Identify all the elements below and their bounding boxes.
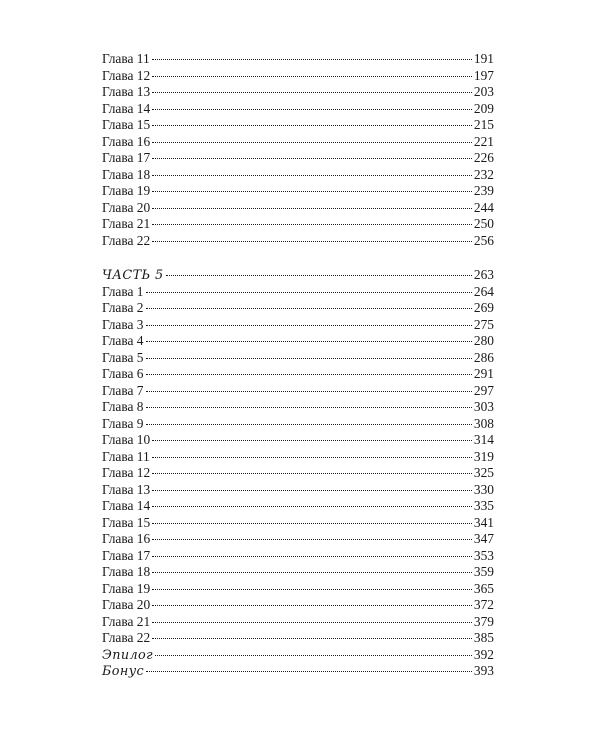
dot-leader: [152, 579, 472, 590]
toc-entry-title: Глава 11: [102, 51, 150, 66]
dot-leader: [152, 595, 472, 606]
toc-entry-title: Глава 3: [102, 316, 144, 332]
toc-entry-title: Глава 11: [102, 448, 150, 464]
toc-entry-title: Глава 8: [102, 399, 144, 414]
toc-entry-page-number: 280: [473, 333, 494, 348]
toc-entry-title: Глава 10: [102, 432, 151, 447]
toc-entry-title: Глава 13: [102, 481, 151, 497]
dot-leader: [155, 645, 472, 656]
dot-leader: [152, 612, 472, 623]
dot-leader: [152, 148, 472, 159]
toc-entry-page-number: 221: [473, 133, 494, 149]
toc-entry-title: Глава 15: [102, 514, 151, 530]
dot-leader: [152, 628, 472, 639]
dot-leader: [152, 198, 472, 209]
toc-entry-page-number: 232: [473, 166, 494, 182]
dot-leader: [152, 447, 472, 458]
toc-entry[interactable]: [102, 233, 494, 250]
toc-entry-page-number: 203: [473, 84, 494, 99]
toc-entry-title: Глава 13: [102, 84, 151, 99]
dot-leader: [146, 661, 472, 672]
toc-entry-title: Глава 19: [102, 183, 151, 198]
toc-entry-page-number: 250: [473, 216, 494, 231]
dot-leader: [152, 214, 472, 225]
dot-leader: [152, 496, 472, 507]
dot-leader: [146, 315, 472, 326]
dot-leader: [166, 265, 472, 276]
toc-entry-page-number: 319: [473, 448, 494, 464]
toc-entry-title: Глава 12: [102, 67, 151, 83]
toc-entry-title: Глава 21: [102, 613, 151, 629]
toc-entry-page-number: 269: [473, 300, 494, 315]
dot-leader: [146, 282, 472, 293]
toc-entry-title: Глава 20: [102, 199, 151, 215]
dot-leader: [152, 480, 472, 491]
toc-entry-title: Глава 7: [102, 382, 144, 398]
toc-entry[interactable]: [102, 663, 494, 680]
dot-leader: [152, 430, 472, 441]
dot-leader: [146, 397, 472, 408]
toc-entry-page-number: 392: [473, 646, 494, 662]
dot-leader: [152, 181, 472, 192]
toc-entry-title: Глава 18: [102, 564, 151, 579]
toc-entry-title: Глава 16: [102, 133, 151, 149]
toc-entry-title: Глава 17: [102, 547, 151, 563]
toc-entry-page-number: 379: [473, 613, 494, 629]
dot-leader: [146, 414, 472, 425]
dot-leader: [146, 348, 472, 359]
dot-leader: [152, 115, 472, 126]
toc-entry-page-number: 308: [473, 415, 494, 431]
dot-leader: [152, 82, 472, 93]
dot-leader: [146, 298, 472, 309]
toc-part5-list: [102, 267, 494, 680]
toc-entry-title: Глава 1: [102, 283, 144, 299]
toc-entry-page-number: 297: [473, 382, 494, 398]
dot-leader: [152, 529, 472, 540]
toc-entry-page-number: 291: [473, 366, 494, 381]
toc-entry-page-number: 325: [473, 465, 494, 480]
toc-entry-page-number: 341: [473, 514, 494, 530]
toc-entry-title: Глава 21: [102, 216, 151, 231]
toc-entry-title: Глава 17: [102, 150, 151, 165]
toc-entry-page-number: 330: [473, 481, 494, 497]
dot-leader: [152, 231, 472, 242]
dot-leader: [146, 364, 472, 375]
dot-leader: [152, 562, 472, 573]
toc-entry-title: Глава 14: [102, 498, 151, 513]
toc-entry-page-number: 286: [473, 349, 494, 365]
dot-leader: [152, 49, 472, 60]
toc-entry-title: Глава 16: [102, 531, 151, 546]
toc-entry-page-number: 372: [473, 597, 494, 612]
toc-entry-title: Эпилог: [102, 647, 153, 663]
toc-entry-title: Глава 19: [102, 580, 151, 596]
toc-entry-title: Глава 14: [102, 100, 151, 116]
toc-entry-page-number: 191: [473, 51, 494, 66]
toc-entry-page-number: 239: [473, 183, 494, 198]
dot-leader: [146, 331, 472, 342]
toc-entry-title: Глава 5: [102, 349, 144, 365]
dot-leader: [152, 513, 472, 524]
toc-entry-page-number: 215: [473, 117, 494, 132]
toc-entry-page-number: 353: [473, 547, 494, 563]
toc-continued-list: [102, 51, 494, 249]
toc-entry-title: Глава 6: [102, 366, 144, 381]
dot-leader: [152, 463, 472, 474]
toc-entry-page-number: 359: [473, 564, 494, 579]
toc-entry-title: Глава 20: [102, 597, 151, 612]
toc-entry-page-number: 347: [473, 531, 494, 546]
toc-entry-page-number: 197: [473, 67, 494, 83]
toc-entry-title: Глава 15: [102, 117, 151, 132]
toc-entry-page-number: 385: [473, 630, 494, 645]
toc-entry-page-number: 393: [473, 663, 494, 678]
toc-entry-page-number: 314: [473, 432, 494, 447]
toc-entry-title: Глава 4: [102, 333, 144, 348]
toc-entry-page-number: 263: [473, 267, 494, 282]
toc-entry-title: Глава 12: [102, 465, 151, 480]
toc-entry-title: Бонус: [102, 664, 145, 679]
toc-entry-page-number: 256: [473, 232, 494, 248]
toc-entry-title: Глава 22: [102, 232, 151, 248]
dot-leader: [146, 381, 472, 392]
toc-entry-page-number: 303: [473, 399, 494, 414]
toc-entry-page-number: 275: [473, 316, 494, 332]
toc-entry-title: Глава 18: [102, 166, 151, 182]
toc-entry-page-number: 365: [473, 580, 494, 596]
toc-entry-page-number: 335: [473, 498, 494, 513]
toc-entry-page-number: 264: [473, 283, 494, 299]
toc-entry-page-number: 209: [473, 100, 494, 116]
dot-leader: [152, 165, 472, 176]
dot-leader: [152, 66, 472, 77]
toc-entry-title: ЧАСТЬ 5: [102, 268, 164, 283]
toc-entry-title: Глава 9: [102, 415, 144, 431]
dot-leader: [152, 132, 472, 143]
toc-entry-page-number: 226: [473, 150, 494, 165]
toc-entry-title: Глава 2: [102, 300, 144, 315]
dot-leader: [152, 99, 472, 110]
dot-leader: [152, 546, 472, 557]
toc-entry-page-number: 244: [473, 199, 494, 215]
toc-entry-title: Глава 22: [102, 630, 151, 645]
